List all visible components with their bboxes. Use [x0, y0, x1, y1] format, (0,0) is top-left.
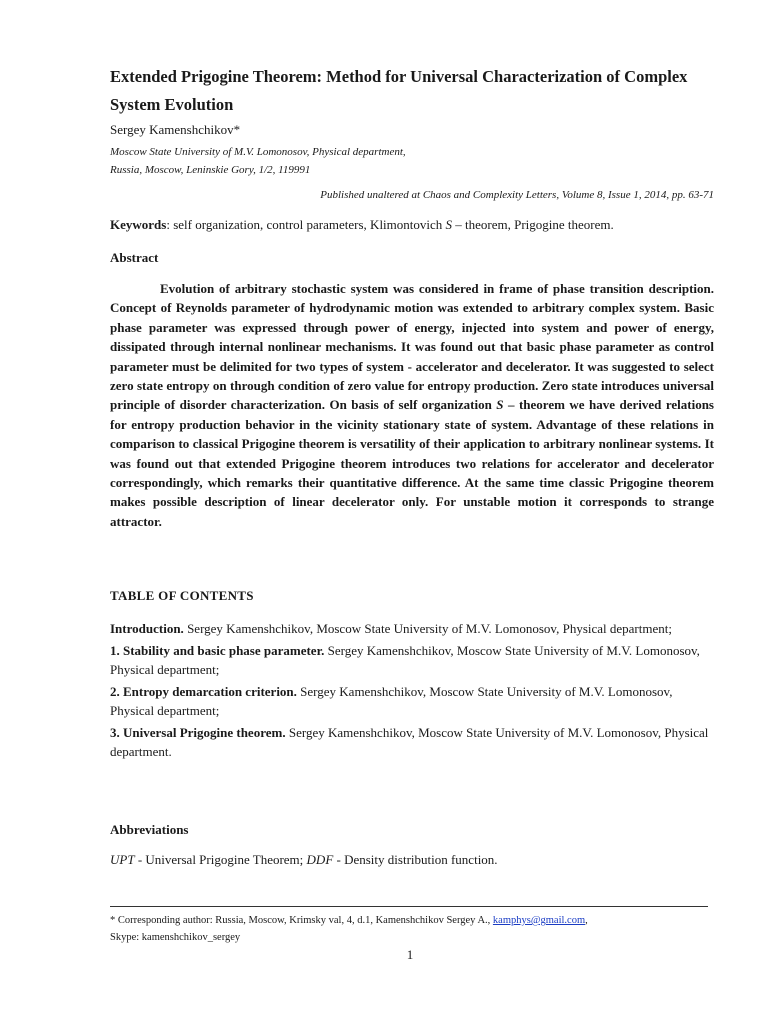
keywords-symbol: S [445, 217, 453, 232]
keywords-text-2: – theorem, Prigogine theorem. [452, 217, 614, 232]
author-affiliation [110, 143, 406, 179]
footnote-comma: , [585, 915, 588, 926]
footnote-divider [110, 906, 708, 907]
keywords-label: Keywords [110, 217, 167, 232]
toc-item-text: Sergey Kamenshchikov, Moscow State University of M.V. Lomonosov, Physical department; [110, 642, 700, 677]
abbreviations-heading: Abbreviations [110, 822, 189, 837]
abbr-ddf-text: - Density distribution function. [333, 852, 498, 867]
author-email-link[interactable]: kamphys@gmail.com [492, 915, 586, 926]
toc-item-text: Sergey Kamenshchikov, Moscow State University of M.V. Lomonosov, Physical department; [183, 621, 672, 636]
keywords-text-1: : self organization, control parameters, Klimontovich [166, 217, 446, 232]
toc-item-title: Introduction. [110, 621, 184, 636]
toc-item [110, 682, 710, 721]
footnote [110, 912, 710, 946]
footnote-text: * Corresponding author: Russia, Moscow, Krimsky val, 4, d.1, Kamenshchikov Sergey A., [110, 915, 493, 926]
abstract-symbol: S [496, 397, 504, 413]
footnote-line-1 [110, 912, 710, 929]
toc-item [110, 723, 710, 762]
abbreviations-line [110, 852, 498, 868]
table-of-contents [110, 619, 710, 764]
author-name: Sergey Kamenshchikov* [110, 122, 241, 137]
toc-item [110, 641, 710, 680]
abstract-heading: Abstract [110, 250, 159, 265]
toc-heading: TABLE OF CONTENTS [110, 588, 254, 603]
abbr-upt-text: - Universal Prigogine Theorem; [134, 852, 307, 867]
toc-item-title: 2. Entropy demarcation criterion. [110, 683, 297, 699]
toc-item-text: Sergey Kamenshchikov, Moscow State University of M.V. Lomonosov, Physical department; [110, 683, 673, 718]
abstract-body [110, 279, 714, 531]
abstract-part-1: Evolution of arbitrary stochastic system was considered in frame of phase transition description. Concept of Reynolds parameter of hydrodynamic motion was extended to arbitrary complex system. Basic phase parameter was expressed through power of energy, injected into system and power of energy, dissipated through internal nonlinear mechanisms. It was found out that basic phase parameter as control parameter must be delimited for two types of system - accelerator and decelerator. It was suggested to select zero state entropy on through condition of zero value for entropy production. Zero state introduces universal principle of disorder characterization. On basis of self organization [110, 281, 714, 413]
toc-item-title: 1. Stability and basic phase parameter. [110, 642, 325, 658]
publication-note: Published unaltered at Chaos and Complexity Letters, Volume 8, Issue 1, 2014, pp. 63-71 [320, 189, 714, 201]
toc-item [110, 619, 710, 639]
keywords-line [110, 217, 614, 233]
abbr-upt: UPT [110, 852, 135, 867]
paper-title: Extended Prigogine Theorem: Method for Universal Characterization of Complex System Evolution [110, 67, 688, 114]
affiliation-line-1: Moscow State University of M.V. Lomonosov, Physical department, [110, 146, 406, 158]
toc-item-title: 3. Universal Prigogine theorem. [110, 724, 286, 740]
affiliation-line-2: Russia, Moscow, Leninskie Gory, 1/2, 119991 [110, 164, 311, 176]
abbr-ddf: DDF [306, 852, 334, 867]
toc-item-text: Sergey Kamenshchikov, Moscow State University of M.V. Lomonosov, Physical department. [110, 724, 709, 759]
page-number: 1 [406, 947, 414, 962]
footnote-line-2: Skype: kamenshchikov_sergey [110, 932, 241, 943]
abstract-part-2: – theorem we have derived relations for entropy production behavior in the vicinity stationary state of system. Advantage of these relations in comparison to classical Prigogine theorem is versatility of their application to arbitrary nonlinear systems. It was found out that extended Prigogine theorem introduces two relations for accelerator and decelerator correspondingly, which remarks their quantitative difference. At the same time classic Prigogine theorem makes possible description of linear decelerator only. For unstable motion it corresponds to strange attractor. [110, 397, 714, 529]
